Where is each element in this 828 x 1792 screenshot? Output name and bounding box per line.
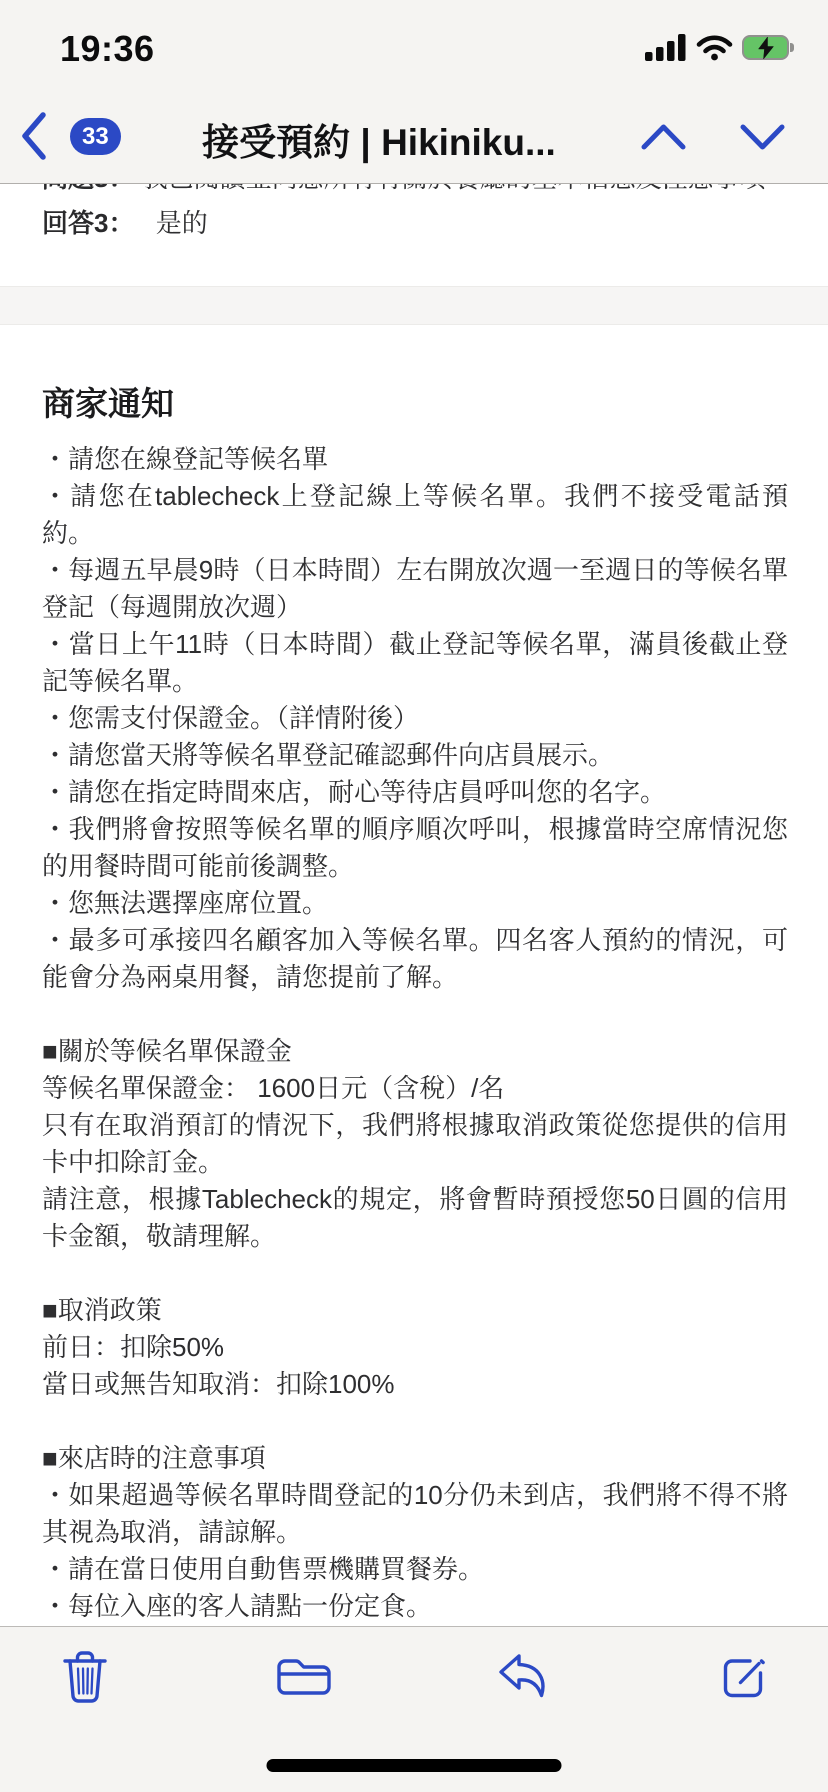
previous-message-button[interactable] [640, 122, 687, 152]
wifi-icon [696, 34, 733, 61]
status-icons [645, 34, 794, 61]
visit-notes-title: ■來店時的注意事項 [42, 1443, 266, 1473]
list-item: ・請您在指定時間來店，耐心等待店員呼叫您的名字。 [42, 777, 667, 807]
chevron-up-icon [640, 122, 687, 152]
next-message-button[interactable] [739, 122, 786, 152]
move-to-folder-button[interactable] [275, 1645, 333, 1709]
folder-icon [275, 1653, 333, 1701]
battery-charging-icon [742, 35, 794, 60]
delete-button[interactable] [56, 1645, 114, 1709]
cellular-signal-icon [645, 34, 687, 61]
cancel-policy-title: ■取消政策 [42, 1295, 162, 1325]
nav-bar [0, 92, 828, 182]
visit-note-line: ・如果超過等候名單時間登記的10分仍未到店，我們將不得不將其視為取消，請諒解。 [42, 1480, 788, 1547]
chevron-down-icon [739, 122, 786, 152]
answer-label: 回答3： [42, 208, 135, 238]
back-chevron-icon [20, 111, 54, 161]
visit-note-line: ・請在當日使用自動售票機購買餐券。 [42, 1554, 485, 1584]
home-indicator[interactable] [267, 1759, 562, 1772]
deposit-section-title: ■關於等候名單保證金 [42, 1036, 292, 1066]
deposit-section [42, 1033, 788, 1255]
trash-icon [61, 1648, 109, 1706]
list-item: ・當日上午11時（日本時間）截止登記等候名單，滿員後截止登記等候名單。 [42, 629, 788, 696]
back-button[interactable] [20, 110, 54, 162]
clipped-question-row [42, 184, 788, 197]
section-divider-band [0, 286, 828, 325]
deposit-line: 請注意，根據Tablecheck的規定，將會暫時預授您50日圓的信用卡金額，敬請理解。 [42, 1184, 788, 1251]
notice-bullet-list [42, 441, 788, 996]
cancel-policy-line: 當日或無告知取消：扣除100% [42, 1369, 395, 1399]
email-body[interactable] [0, 184, 828, 1626]
message-nav-arrows [640, 122, 786, 152]
status-bar [0, 26, 828, 74]
email-subject-title: 接受預約 | Hikiniku... [202, 122, 556, 163]
deposit-line: 等候名單保證金： 1600日元（含稅）/名 [42, 1073, 505, 1103]
visit-note-line: ・每位入座的客人請點一份定食。 [42, 1591, 433, 1621]
list-item: ・我們將會按照等候名單的順序順次呼叫，根據當時空席情況您的用餐時間可能前後調整。 [42, 814, 788, 881]
list-item: ・您無法選擇座席位置。 [42, 888, 329, 918]
list-item: ・請您在線登記等候名單 [42, 444, 329, 474]
bottom-toolbar [0, 1626, 828, 1792]
reply-button[interactable] [495, 1645, 553, 1709]
list-item: ・最多可承接四名顧客加入等候名單。四名客人預約的情況，可能會分為兩桌用餐，請您提前了解。 [42, 925, 788, 992]
reply-icon [495, 1652, 553, 1702]
answer-text: 是的 [155, 208, 208, 238]
cancel-policy-section [42, 1292, 788, 1403]
answer-row [42, 205, 788, 242]
unread-count-badge[interactable]: 33 [70, 118, 121, 155]
compose-button[interactable] [714, 1645, 772, 1709]
clock: 19:36 [60, 28, 155, 69]
cancel-policy-line: 前日：扣除50% [42, 1332, 225, 1362]
list-item: ・請您當天將等候名單登記確認郵件向店員展示。 [42, 740, 615, 770]
list-item: ・每週五早晨9時（日本時間）左右開放次週一至週日的等候名單登記（每週開放次週） [42, 555, 788, 622]
notice-heading: 商家通知 [42, 385, 174, 422]
top-chrome [0, 0, 828, 184]
list-item: ・請您在tablecheck上登記線上等候名單。我們不接受電話預約。 [42, 481, 788, 548]
deposit-line: 只有在取消預訂的情況下，我們將根據取消政策從您提供的信用卡中扣除訂金。 [42, 1110, 788, 1177]
list-item: ・您需支付保證金。（詳情附後） [42, 703, 420, 733]
compose-icon [717, 1651, 769, 1703]
